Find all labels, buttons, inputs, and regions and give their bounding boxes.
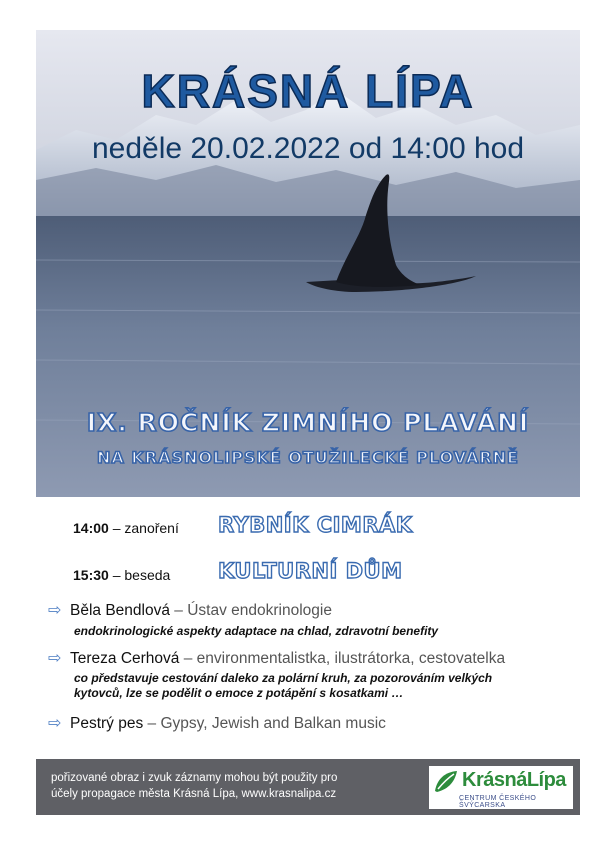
speaker-role: – Gypsy, Jewish and Balkan music (143, 715, 386, 732)
speaker-item (48, 600, 332, 620)
schedule-item-dive (73, 520, 179, 536)
speaker-detail (74, 624, 438, 639)
speaker-item (48, 713, 386, 733)
schedule-time: 15:30 (73, 567, 109, 583)
footer (36, 759, 580, 815)
schedule-time: 14:00 (73, 520, 109, 536)
arrow-right-icon: ⇨ (48, 650, 62, 667)
event-subtitle: NA KRÁSNOLIPSKÉ OTUŽILECKÉ PLOVÁRNĚ (97, 448, 519, 467)
venue-culture-house: KULTURNÍ DŮM (218, 559, 403, 583)
town-logo (429, 766, 573, 809)
logo-tagline: CENTRUM ČESKÉHO ŠVÝCARSKA (459, 795, 537, 809)
footer-notice-line: pořizované obraz i zvuk záznamy mohou být použity pro (51, 772, 338, 784)
hero-photo (36, 30, 580, 497)
footer-notice (51, 770, 337, 802)
detail-line: co představuje cestování daleko za polární kruh, za pozorováním velkých (74, 671, 493, 685)
venue-pond: RYBNÍK CIMRÁK (218, 513, 413, 537)
speaker-detail (74, 671, 492, 701)
schedule-item-talk (73, 567, 170, 583)
speaker-role: – environmentalistka, ilustrátorka, cestovatelka (179, 650, 506, 667)
detail-line: kytovců, lze se podělit o emoce z potápění s kosatkami … (74, 686, 404, 700)
logo-name: KrásnáLípa (462, 769, 566, 791)
speaker-name: Tereza Cerhová (70, 650, 180, 667)
leaf-logo-icon (433, 769, 459, 795)
speaker-name: Běla Bendlová (70, 602, 170, 619)
arrow-right-icon: ⇨ (48, 715, 62, 732)
arrow-right-icon: ⇨ (48, 602, 62, 619)
speaker-role: – Ústav endokrinologie (169, 602, 332, 619)
schedule-activity: – beseda (108, 567, 171, 583)
schedule-activity: – zanoření (108, 520, 179, 536)
town-title: KRÁSNÁ LÍPA (141, 65, 475, 117)
edition-title: IX. ROČNÍK ZIMNÍHO PLAVÁNÍ (86, 408, 530, 437)
detail-line: endokrinologické aspekty adaptace na chlad, zdravotní benefity (74, 624, 439, 638)
speaker-name: Pestrý pes (70, 715, 144, 732)
footer-notice-line: účely propagace města Krásná Lípa, www.krasnalipa.cz (51, 788, 337, 800)
event-date: neděle 20.02.2022 od 14:00 hod (91, 132, 525, 165)
speaker-item (48, 648, 505, 668)
